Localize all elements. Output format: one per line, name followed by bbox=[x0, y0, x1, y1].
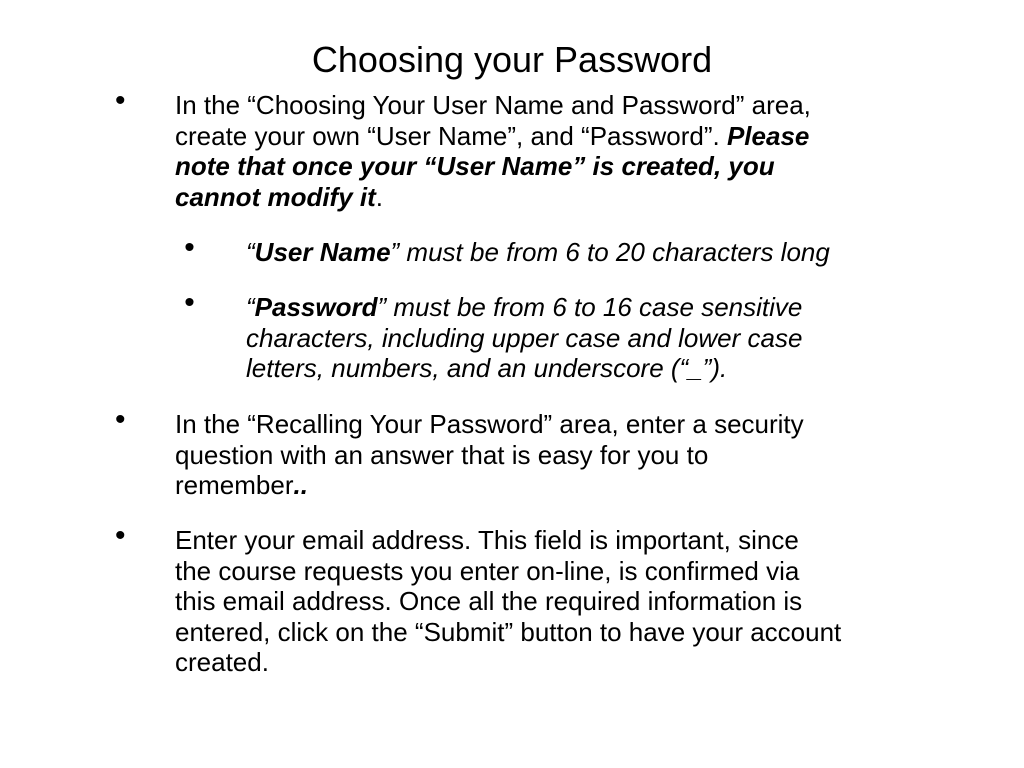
slide-title bbox=[0, 38, 1024, 82]
bullet3-line1: Enter your email address. This field is important, since bbox=[175, 525, 799, 555]
bullet1-note-middle: note that once your “User Name” is created, you bbox=[175, 151, 775, 181]
bullet-dot-icon: • bbox=[115, 403, 126, 436]
sub-bullet-dot-icon: • bbox=[184, 286, 195, 319]
sub2-line2: characters, including upper case and lower case bbox=[246, 322, 803, 353]
sub2-open-quote: “ bbox=[246, 292, 255, 322]
sub-bullet-dot-icon: • bbox=[184, 231, 195, 264]
bullet1-line1: In the “Choosing Your User Name and Password” area, bbox=[175, 90, 811, 120]
bullet1-line2-text: create your own “User Name”, and “Password”. bbox=[175, 120, 727, 151]
bullet-dot-icon: • bbox=[115, 519, 126, 552]
sub1-rest: ” must be from 6 to 20 characters long bbox=[390, 237, 830, 267]
sub1-term: User Name bbox=[254, 237, 391, 267]
bullet2-line2: question with an answer that is easy for you to bbox=[175, 439, 709, 470]
bullet3-line2: the course requests you enter on-line, is confirmed via bbox=[175, 555, 800, 586]
bullet1-line2 bbox=[175, 121, 1005, 152]
bullet2-line1: In the “Recalling Your Password” area, enter a security bbox=[175, 409, 804, 439]
bullet3-line5: created. bbox=[175, 647, 269, 677]
bullet1-line4 bbox=[175, 182, 1005, 213]
bullet3-line3: this email address. Once all the required information is bbox=[175, 586, 803, 616]
slide-title-text: Choosing your Password bbox=[311, 39, 713, 80]
sub2-line3: letters, numbers, and an underscore (“_”). bbox=[246, 353, 728, 383]
bullet-item-username-password bbox=[115, 84, 1005, 212]
bullet3-line4: entered, click on the “Submit” button to have your account bbox=[175, 616, 842, 647]
bullet-item-email-address bbox=[115, 519, 1005, 678]
bullet-dot-icon: • bbox=[115, 84, 126, 117]
sub-bullet-username-rule bbox=[184, 231, 1006, 268]
bullet1-note-start: Please bbox=[726, 120, 810, 151]
sub2-line1 bbox=[246, 292, 1006, 323]
bullet1-note-end: cannot modify it bbox=[175, 181, 376, 212]
sub-bullet-password-rule bbox=[184, 286, 1006, 384]
bullet2-line3 bbox=[175, 470, 1005, 501]
sub2-rest: ” must be from 6 to 16 case sensitive bbox=[377, 292, 803, 322]
sub1-open-quote: “ bbox=[246, 237, 255, 267]
sub1-line1 bbox=[246, 237, 1006, 268]
bullet2-line3-text: remember bbox=[175, 470, 294, 500]
bullet2-line3-dots: .. bbox=[293, 470, 308, 500]
bullet1-period: . bbox=[375, 181, 384, 212]
sub2-term: Password bbox=[254, 292, 378, 322]
bullet-item-security-question bbox=[115, 403, 1005, 501]
